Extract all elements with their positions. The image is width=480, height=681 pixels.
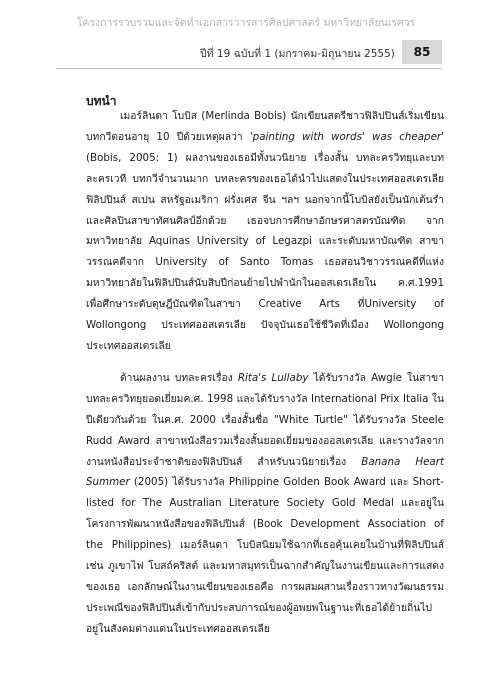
- section-title: บทนำ: [86, 94, 117, 108]
- journal-project-header: โครงการรวบรวมและจัดทำเอกสารวารสารศิลปศาสตร์ มหาวิทยาลัยนเรศวร: [76, 17, 416, 29]
- title-ritas-lullaby: Rita's Lullaby: [237, 371, 309, 384]
- quote-italic: 'painting with words' was cheaper': [249, 130, 444, 143]
- issue-info: ปีที่ 19 ฉบับที่ 1 (มกราคม-มิถุนายน 2555): [200, 48, 395, 60]
- article-body: [86, 106, 444, 640]
- paragraph-1-text-1: เมอร์ลินดา โบบิส (Merlinda Bobis) นักเขียนสตรีชาวฟิลิปปินส์เริ่มเขียนบทกวีตอนอายุ 10 ปีด้วยเหตุผลว่า: [86, 110, 444, 143]
- paragraph-1: [86, 106, 444, 357]
- paragraph-2-text-2: ได้รับรางวัล Awgie ในสาขาบทละครวิทยุยอดเยี่ยมค.ศ. 1998 และได้รับรางวัล International Prix Italia ในปีเดียวกันด้วย ในค.ศ. 2000 เรื่องสั้นชื่อ "White Turtle" ได้รับรางวัล Steele Rudd Award สาขาหนังสือรวมเรื่องสั้นยอดเยี่ยมของออสเตรเลีย และรางวัลจากงานหนังสือประจำชาติของฟิลิปปินส์ สำหรับนวนิยายเรื่อง: [86, 371, 444, 468]
- paragraph-2-text-3: (2005) ได้รับรางวัล Philippine Golden Book Award และ Short-listed for The Australian Literature Society Gold Medal และอยู่ในโครงการพัฒนาหนังสือของฟิลิปปินส์ (Book Development Association of the Philippines) เมอร์ลินดา โบบิสนิยมใช้ฉากที่เธอคุ้นเคยในบ้านที่ฟิลิปปินส์ เช่น ภูเขาไฟ โบสถ์คริสต์ และมหาสมุทรเป็นฉากสำคัญในงานเขียนและการแสดงของเธอ เอกลักษณ์ในงานเขียนของเธอคือ การผสมผสานเรื่องราวทางวัฒนธรรมประเพณีของฟิลิปปินส์เข้ากับประสบการณ์ของผู้อพยพในฐานะที่เธอได้ย้ายถิ่นไปอยู่ในสังคมต่างแดนในประเทศออสเตรเลีย: [86, 476, 444, 635]
- header-divider: [56, 68, 442, 69]
- paragraph-1-text-2: (Bobis, 2005: 1) ผลงานของเธอมีทั้งนวนิยาย เรื่องสั้น บทละครวิทยุและบทละครเวที บทกวีจำนวนมาก บทละครของเธอได้นำไปแสดงในประเทศออสเตรเลีย ฟิลิปปินส์ สเปน สหรัฐอเมริกา ฝรั่งเศส จีน ฯลฯ นอกจากนี้โบบิสยังเป็นนักเต้นรำและศิลปินสาขาทัศนศิลป์อีกด้วย เธอจบการศึกษาอักษรศาสตรบัณฑิต จากมหาวิทยาลัย Aquinas University of Legazpi และระดับมหาบัณฑิต สาขาวรรณคดีจาก University of Santo Tomas เธอสอนวิชาวรรณคดีที่แห่งมหาวิทยาลัยในฟิลิปปินส์นับสิบปีก่อนย้ายไปพำนักในออสเตรเลียใน ค.ศ.1991 เพื่อศึกษาระดับดุษฎีบัณฑิตในสาขา Creative Arts ที่University of Wollongong ประเทศออสเตรเลีย ปัจจุบันเธอใช้ชีวิตที่เมือง Wollongong ประเทศออสเตรเลีย: [86, 151, 444, 352]
- title-banana-heart-summer: Banana Heart Summer: [86, 455, 444, 489]
- paragraph-2-text-1: ด้านผลงาน บทละครเรื่อง: [120, 371, 238, 384]
- paragraph-2: [86, 368, 444, 640]
- page-number: 85: [402, 40, 442, 64]
